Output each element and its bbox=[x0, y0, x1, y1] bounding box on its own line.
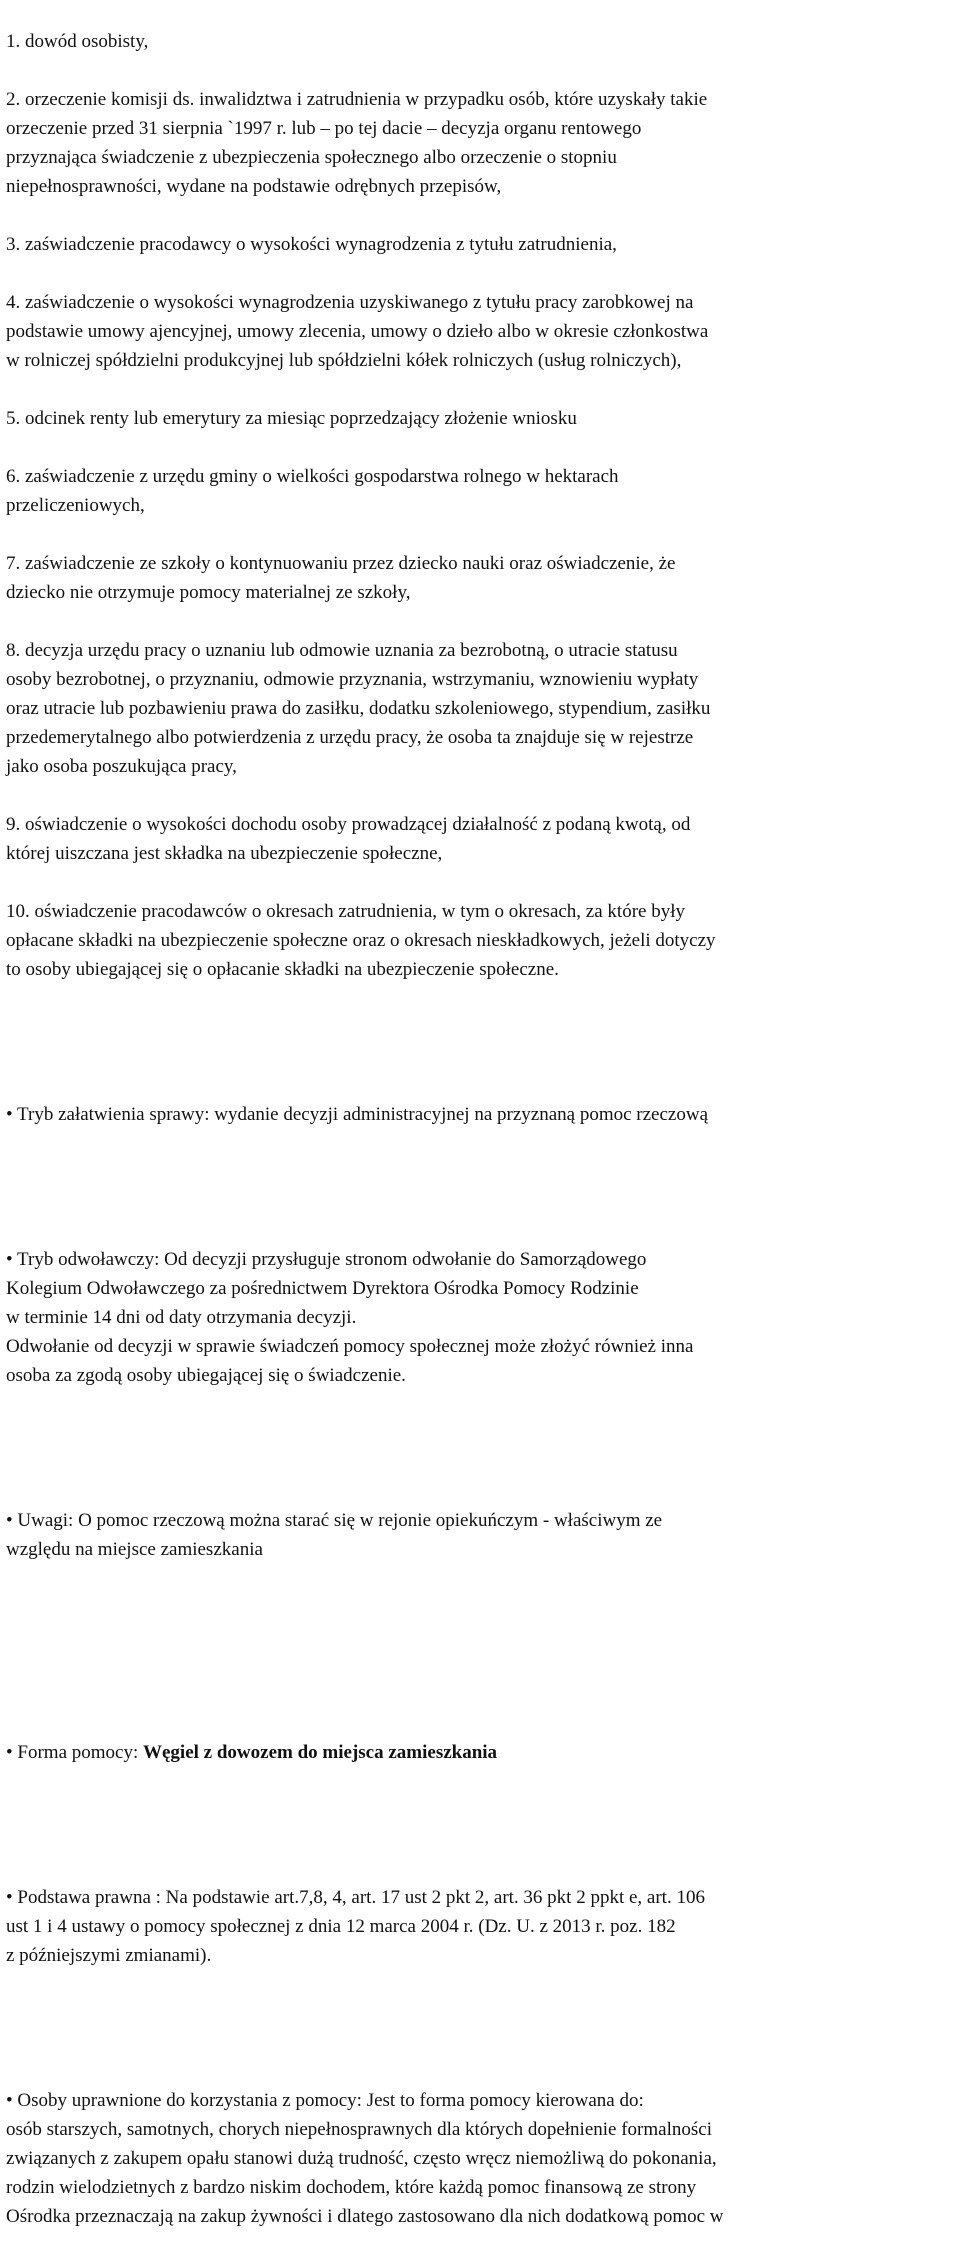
list-item: 5. odcinek renty lub emerytury za miesiąc poprzedzający złożenie wniosku bbox=[6, 408, 577, 429]
list-item: 2. orzeczenie komisji ds. inwalidztwa i zatrudnienia w przypadku osób, które uzyskały takie orzeczenie przed 31 sierpnia `1997 r. lub – po tej dacie – decyzja organu rentowego przyznająca świadczenie z ubezpieczenia społecznego albo orzeczenie o stopniu niepełnosprawności, wydane na podstawie odrębnych przepisów, bbox=[6, 89, 708, 197]
uwagi-paragraph: • Uwagi: O pomoc rzeczową można starać się w rejonie opiekuńczym - właściwym ze względu na miejsce zamieszkania bbox=[6, 1510, 663, 1560]
spacer bbox=[6, 1187, 956, 1216]
tryb-zalatwienia-paragraph: • Tryb załatwienia sprawy: wydanie decyzji administracyjnej na przyznaną pomoc rzeczową bbox=[6, 1104, 708, 1125]
list-item: 10. oświadczenie pracodawców o okresach zatrudnienia, w tym o okresach, za które były opłacane składki na ubezpieczenie społeczne oraz o okresach nieskładkowych, jeżeli dotyczy to osoby ubiegającej się o opłacanie składki na ubezpieczenie społeczne. bbox=[6, 901, 716, 980]
list-item: 3. zaświadczenie pracodawcy o wysokości wynagrodzenia z tytułu zatrudnienia, bbox=[6, 234, 617, 255]
list-item: 9. oświadczenie o wysokości dochodu osoby prowadzącej działalność z podaną kwotą, od której uiszczana jest składka na ubezpieczenie społeczne, bbox=[6, 814, 691, 864]
list-item: 7. zaświadczenie ze szkoły o kontynuowaniu przez dziecko nauki oraz oświadczenie, że dziecko nie otrzymuje pomocy materialnej ze szkoły, bbox=[6, 553, 676, 603]
forma-pomocy-paragraph bbox=[6, 1738, 956, 1767]
forma-pomocy-value: Węgiel z dowozem do miejsca zamieszkania bbox=[143, 1742, 498, 1763]
spacer bbox=[6, 1622, 956, 1709]
spacer bbox=[6, 1448, 956, 1477]
list-item: 1. dowód osobisty, bbox=[6, 31, 149, 52]
spacer bbox=[6, 1825, 956, 1854]
tryb-odwolawczy-paragraph: • Tryb odwoławczy: Od decyzji przysługuje stronom odwołanie do Samorządowego Kolegium Odwoławczego za pośrednictwem Dyrektora Ośrodka Pomocy Rodzinie w terminie 14 dni od daty otrzymania decyzji. Odwołanie od decyzji w sprawie świadczeń pomocy społecznej może złożyć również inna osoba za zgodą osoby ubiegającej się o świadczenie. bbox=[6, 1249, 694, 1386]
forma-pomocy-label: • Forma pomocy: bbox=[6, 1742, 143, 1763]
spacer bbox=[6, 2028, 956, 2057]
list-item: 8. decyzja urzędu pracy o uznaniu lub odmowie uznania za bezrobotną, o utracie statusu osoby bezrobotnej, o przyznaniu, odmowie przyznania, wstrzymaniu, wznowieniu wypłaty oraz utracie lub pozbawieniu prawa do zasiłku, dodatku szkoleniowego, stypendium, zasiłku przedemerytalnego albo potwierdzenia z urzędu pracy, że osoba ta znajduje się w rejestrze jako osoba poszukująca pracy, bbox=[6, 640, 711, 777]
list-item: 6. zaświadczenie z urzędu gminy o wielkości gospodarstwa rolnego w hektarach przeliczeniowych, bbox=[6, 466, 619, 516]
osoby-uprawnione-paragraph: • Osoby uprawnione do korzystania z pomocy: Jest to forma pomocy kierowana do: osób starszych, samotnych, chorych niepełnosprawnych dla których dopełnienie formalności związanych z zakupem opału stanowi dużą trudność, często wręcz niemożliwą do pokonania, rodzin wielodzietnych z bardzo niskim dochodem, które każdą pomoc finansową ze strony Ośrodka przeznaczają na zakup żywności i dlatego zastosowano dla nich dodatkową pomoc w bbox=[6, 2090, 724, 2227]
document-page bbox=[6, 0, 956, 2260]
podstawa-prawna-paragraph: • Podstawa prawna : Na podstawie art.7,8, 4, art. 17 ust 2 pkt 2, art. 36 pkt 2 ppkt e, art. 106 ust 1 i 4 ustawy o pomocy społecznej z dnia 12 marca 2004 r. (Dz. U. z 2013 r. poz. 182 z późniejszymi zmianami). bbox=[6, 1887, 705, 1966]
spacer bbox=[6, 1042, 956, 1071]
list-item: 4. zaświadczenie o wysokości wynagrodzenia uzyskiwanego z tytułu pracy zarobkowej na podstawie umowy ajencyjnej, umowy zlecenia, umowy o dzieło albo w okresie członkostwa w rolniczej spółdzielni produkcyjnej lub spółdzielni kółek rolniczych (usług rolniczych), bbox=[6, 292, 709, 371]
